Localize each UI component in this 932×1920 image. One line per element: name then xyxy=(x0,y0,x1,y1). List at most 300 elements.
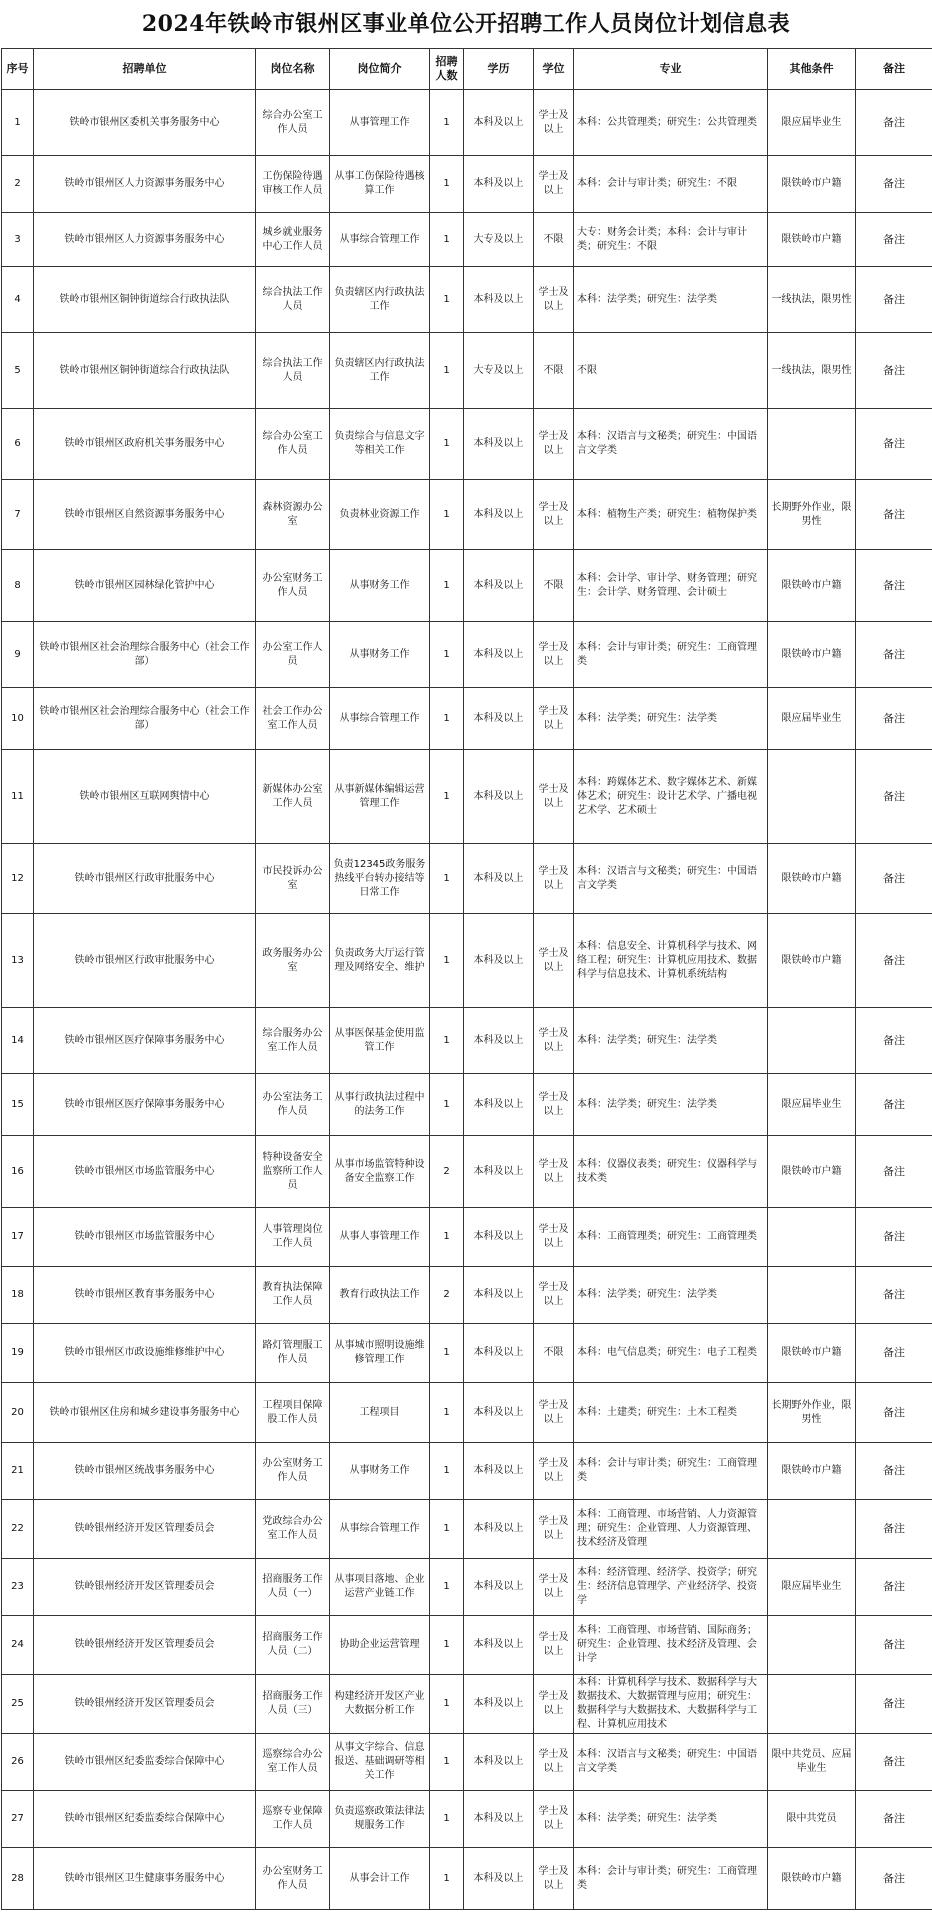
cell-note: 备注 xyxy=(856,550,932,622)
cell-note: 备注 xyxy=(856,1324,932,1383)
cell-degree: 不限 xyxy=(534,213,574,267)
cell-post-name: 办公室财务工作人员 xyxy=(256,1848,330,1910)
cell-edu: 本科及以上 xyxy=(464,1208,534,1267)
table-row xyxy=(2,1675,932,1734)
cell-unit: 铁岭市银州区市场监管服务中心 xyxy=(34,1208,256,1267)
cell-note: 备注 xyxy=(856,333,932,409)
cell-note: 备注 xyxy=(856,1074,932,1136)
cell-count: 1 xyxy=(430,844,464,914)
cell-degree: 学士及以上 xyxy=(534,688,574,750)
cell-major: 本科：会计与审计类；研究生：工商管理类 xyxy=(574,1848,768,1910)
cell-major: 本科：信息安全、计算机科学与技术、网络工程；研究生：计算机应用技术、数据科学与信息技术、计算机系统结构 xyxy=(574,914,768,1008)
cell-post-desc: 教育行政执法工作 xyxy=(330,1267,430,1324)
cell-post-desc: 从事医保基金使用监管工作 xyxy=(330,1008,430,1074)
cell-count: 1 xyxy=(430,688,464,750)
cell-post-name: 党政综合办公室工作人员 xyxy=(256,1500,330,1559)
cell-seq: 13 xyxy=(2,914,34,1008)
cell-post-desc: 从事管理工作 xyxy=(330,90,430,156)
cell-unit: 铁岭市银州区纪委监委综合保障中心 xyxy=(34,1791,256,1848)
cell-edu: 本科及以上 xyxy=(464,1383,534,1443)
cell-seq: 6 xyxy=(2,409,34,480)
table-row xyxy=(2,1791,932,1848)
cell-seq: 1 xyxy=(2,90,34,156)
cell-count: 1 xyxy=(430,914,464,1008)
cell-unit: 铁岭银州经济开发区管理委员会 xyxy=(34,1675,256,1734)
cell-unit: 铁岭市银州区纪委监委综合保障中心 xyxy=(34,1734,256,1791)
cell-seq: 2 xyxy=(2,156,34,213)
cell-other xyxy=(768,1500,856,1559)
cell-degree: 学士及以上 xyxy=(534,156,574,213)
table-row xyxy=(2,1616,932,1675)
cell-seq: 15 xyxy=(2,1074,34,1136)
cell-seq: 25 xyxy=(2,1675,34,1734)
cell-other: 限铁岭市户籍 xyxy=(768,622,856,688)
cell-major: 本科：法学类；研究生：法学类 xyxy=(574,1267,768,1324)
cell-post-desc: 从事行政执法过程中的法务工作 xyxy=(330,1074,430,1136)
cell-count: 1 xyxy=(430,1616,464,1675)
cell-degree: 学士及以上 xyxy=(534,1616,574,1675)
cell-note: 备注 xyxy=(856,844,932,914)
cell-post-name: 政务服务办公室 xyxy=(256,914,330,1008)
cell-major: 本科：计算机科学与技术、数据科学与大数据技术、大数据管理与应用；研究生：数据科学与大数据技术、大数据科学与工程、计算机应用技术 xyxy=(574,1675,768,1734)
cell-major: 本科：仪器仪表类；研究生：仪器科学与技术类 xyxy=(574,1136,768,1208)
cell-degree: 学士及以上 xyxy=(534,1734,574,1791)
table-row xyxy=(2,1443,932,1500)
cell-post-name: 招商服务工作人员（二） xyxy=(256,1616,330,1675)
cell-note: 备注 xyxy=(856,1559,932,1616)
cell-other: 限中共党员、应届毕业生 xyxy=(768,1734,856,1791)
cell-seq: 11 xyxy=(2,750,34,844)
cell-count: 1 xyxy=(430,750,464,844)
cell-edu: 本科及以上 xyxy=(464,1848,534,1910)
cell-post-name: 招商服务工作人员（三） xyxy=(256,1675,330,1734)
col-header-other: 其他条件 xyxy=(768,49,856,90)
cell-other xyxy=(768,409,856,480)
cell-post-desc: 从事新媒体编辑运营管理工作 xyxy=(330,750,430,844)
table-row xyxy=(2,267,932,333)
cell-major: 本科：经济管理、经济学、投资学；研究生：经济信息管理学、产业经济学、投资学 xyxy=(574,1559,768,1616)
table-row xyxy=(2,1074,932,1136)
cell-major: 本科：会计学、审计学、财务管理；研究生：会计学、财务管理、会计硕士 xyxy=(574,550,768,622)
cell-unit: 铁岭市银州区教育事务服务中心 xyxy=(34,1267,256,1324)
col-header-unit: 招聘单位 xyxy=(34,49,256,90)
cell-major: 本科：汉语言与文秘类；研究生：中国语言文学类 xyxy=(574,844,768,914)
cell-note: 备注 xyxy=(856,409,932,480)
cell-degree: 学士及以上 xyxy=(534,1675,574,1734)
cell-other: 限中共党员 xyxy=(768,1791,856,1848)
cell-post-desc: 工程项目 xyxy=(330,1383,430,1443)
cell-post-name: 招商服务工作人员（一） xyxy=(256,1559,330,1616)
cell-count: 1 xyxy=(430,622,464,688)
cell-post-desc: 负责政务大厅运行管理及网络安全、维护 xyxy=(330,914,430,1008)
table-row xyxy=(2,750,932,844)
cell-post-desc: 从事综合管理工作 xyxy=(330,213,430,267)
header-row xyxy=(2,49,932,90)
cell-seq: 5 xyxy=(2,333,34,409)
cell-unit: 铁岭市银州区住房和城乡建设事务服务中心 xyxy=(34,1383,256,1443)
cell-edu: 本科及以上 xyxy=(464,1074,534,1136)
cell-unit: 铁岭市银州区市政设施维修维护中心 xyxy=(34,1324,256,1383)
cell-count: 1 xyxy=(430,409,464,480)
cell-major: 本科：法学类；研究生：法学类 xyxy=(574,688,768,750)
cell-seq: 12 xyxy=(2,844,34,914)
cell-other: 限铁岭市户籍 xyxy=(768,844,856,914)
cell-post-name: 办公室工作人员 xyxy=(256,622,330,688)
cell-major: 本科：土建类；研究生：土木工程类 xyxy=(574,1383,768,1443)
cell-post-desc: 从事综合管理工作 xyxy=(330,1500,430,1559)
cell-degree: 学士及以上 xyxy=(534,1136,574,1208)
cell-note: 备注 xyxy=(856,622,932,688)
cell-other: 限铁岭市户籍 xyxy=(768,1443,856,1500)
cell-degree: 不限 xyxy=(534,1324,574,1383)
cell-note: 备注 xyxy=(856,1848,932,1910)
cell-post-desc: 从事财务工作 xyxy=(330,550,430,622)
cell-post-name: 森林资源办公室 xyxy=(256,480,330,550)
cell-degree: 学士及以上 xyxy=(534,1559,574,1616)
table-row xyxy=(2,914,932,1008)
cell-count: 2 xyxy=(430,1136,464,1208)
cell-count: 1 xyxy=(430,333,464,409)
cell-post-desc: 构建经济开发区产业大数据分析工作 xyxy=(330,1675,430,1734)
cell-major: 本科：会计与审计类；研究生：工商管理类 xyxy=(574,1443,768,1500)
cell-count: 1 xyxy=(430,1559,464,1616)
cell-edu: 本科及以上 xyxy=(464,1324,534,1383)
cell-post-desc: 负责巡察政策法律法规服务工作 xyxy=(330,1791,430,1848)
col-header-major: 专业 xyxy=(574,49,768,90)
cell-unit: 铁岭市银州区行政审批服务中心 xyxy=(34,844,256,914)
cell-other xyxy=(768,1616,856,1675)
cell-degree: 学士及以上 xyxy=(534,90,574,156)
cell-count: 2 xyxy=(430,1267,464,1324)
table-row xyxy=(2,550,932,622)
cell-edu: 本科及以上 xyxy=(464,90,534,156)
table-row xyxy=(2,1267,932,1324)
cell-note: 备注 xyxy=(856,1616,932,1675)
cell-note: 备注 xyxy=(856,1734,932,1791)
table-row xyxy=(2,409,932,480)
col-header-post-desc: 岗位简介 xyxy=(330,49,430,90)
cell-post-name: 巡察综合办公室工作人员 xyxy=(256,1734,330,1791)
cell-seq: 16 xyxy=(2,1136,34,1208)
cell-note: 备注 xyxy=(856,1208,932,1267)
cell-major: 本科：电气信息类；研究生：电子工程类 xyxy=(574,1324,768,1383)
cell-major: 本科：公共管理类；研究生：公共管理类 xyxy=(574,90,768,156)
cell-edu: 大专及以上 xyxy=(464,213,534,267)
cell-seq: 10 xyxy=(2,688,34,750)
cell-other: 长期野外作业，限男性 xyxy=(768,480,856,550)
col-header-edu: 学历 xyxy=(464,49,534,90)
cell-seq: 17 xyxy=(2,1208,34,1267)
cell-post-name: 城乡就业服务中心工作人员 xyxy=(256,213,330,267)
cell-other: 一线执法，限男性 xyxy=(768,333,856,409)
cell-count: 1 xyxy=(430,1074,464,1136)
cell-count: 1 xyxy=(430,1324,464,1383)
table-row xyxy=(2,1008,932,1074)
cell-unit: 铁岭银州经济开发区管理委员会 xyxy=(34,1616,256,1675)
cell-other: 限应届毕业生 xyxy=(768,688,856,750)
cell-other xyxy=(768,1675,856,1734)
cell-unit: 铁岭市银州区人力资源事务服务中心 xyxy=(34,213,256,267)
cell-seq: 4 xyxy=(2,267,34,333)
cell-degree: 学士及以上 xyxy=(534,1008,574,1074)
cell-count: 1 xyxy=(430,1008,464,1074)
cell-degree: 学士及以上 xyxy=(534,267,574,333)
table-row xyxy=(2,1848,932,1910)
cell-post-name: 综合服务办公室工作人员 xyxy=(256,1008,330,1074)
cell-seq: 7 xyxy=(2,480,34,550)
cell-edu: 本科及以上 xyxy=(464,1734,534,1791)
table-row xyxy=(2,1500,932,1559)
cell-major: 本科：汉语言与文秘类；研究生：中国语言文学类 xyxy=(574,409,768,480)
cell-edu: 本科及以上 xyxy=(464,1791,534,1848)
cell-degree: 学士及以上 xyxy=(534,409,574,480)
cell-unit: 铁岭银州经济开发区管理委员会 xyxy=(34,1500,256,1559)
cell-edu: 本科及以上 xyxy=(464,1443,534,1500)
cell-count: 1 xyxy=(430,1443,464,1500)
cell-major: 本科：跨媒体艺术、数字媒体艺术、新媒体艺术；研究生：设计艺术学、广播电视艺术学、艺术硕士 xyxy=(574,750,768,844)
cell-post-name: 办公室法务工作人员 xyxy=(256,1074,330,1136)
cell-edu: 本科及以上 xyxy=(464,688,534,750)
page-title: 2024年铁岭市银州区事业单位公开招聘工作人员岗位计划信息表 xyxy=(141,11,791,37)
cell-edu: 本科及以上 xyxy=(464,1008,534,1074)
cell-unit: 铁岭市银州区铜钟街道综合行政执法队 xyxy=(34,333,256,409)
cell-count: 1 xyxy=(430,1675,464,1734)
cell-major: 本科：工商管理、市场营销、人力资源管理；研究生：企业管理、人力资源管理、技术经济及管理 xyxy=(574,1500,768,1559)
cell-count: 1 xyxy=(430,1383,464,1443)
cell-post-name: 工程项目保障股工作人员 xyxy=(256,1383,330,1443)
cell-edu: 本科及以上 xyxy=(464,1616,534,1675)
table-row xyxy=(2,622,932,688)
recruitment-table xyxy=(1,48,932,1910)
cell-post-name: 新媒体办公室工作人员 xyxy=(256,750,330,844)
cell-note: 备注 xyxy=(856,1383,932,1443)
cell-note: 备注 xyxy=(856,1500,932,1559)
cell-edu: 本科及以上 xyxy=(464,1500,534,1559)
cell-degree: 学士及以上 xyxy=(534,844,574,914)
table-row xyxy=(2,1136,932,1208)
cell-unit: 铁岭市银州区社会治理综合服务中心（社会工作部） xyxy=(34,622,256,688)
cell-degree: 学士及以上 xyxy=(534,1074,574,1136)
cell-post-desc: 从事项目落地、企业运营产业链工作 xyxy=(330,1559,430,1616)
cell-other: 限铁岭市户籍 xyxy=(768,213,856,267)
cell-note: 备注 xyxy=(856,1443,932,1500)
cell-note: 备注 xyxy=(856,213,932,267)
cell-note: 备注 xyxy=(856,267,932,333)
cell-seq: 21 xyxy=(2,1443,34,1500)
cell-degree: 学士及以上 xyxy=(534,1383,574,1443)
cell-note: 备注 xyxy=(856,1136,932,1208)
cell-degree: 学士及以上 xyxy=(534,750,574,844)
cell-note: 备注 xyxy=(856,688,932,750)
cell-seq: 22 xyxy=(2,1500,34,1559)
cell-degree: 学士及以上 xyxy=(534,480,574,550)
cell-degree: 学士及以上 xyxy=(534,914,574,1008)
cell-other: 限铁岭市户籍 xyxy=(768,550,856,622)
cell-unit: 铁岭市银州区市场监管服务中心 xyxy=(34,1136,256,1208)
cell-seq: 18 xyxy=(2,1267,34,1324)
cell-other xyxy=(768,1008,856,1074)
cell-major: 本科：法学类；研究生：法学类 xyxy=(574,1008,768,1074)
cell-post-name: 综合执法工作人员 xyxy=(256,267,330,333)
cell-count: 1 xyxy=(430,1848,464,1910)
cell-edu: 本科及以上 xyxy=(464,844,534,914)
cell-seq: 28 xyxy=(2,1848,34,1910)
cell-major: 大专：财务会计类；本科：会计与审计类；研究生：不限 xyxy=(574,213,768,267)
cell-post-desc: 负责综合与信息文字等相关工作 xyxy=(330,409,430,480)
cell-post-desc: 从事人事管理工作 xyxy=(330,1208,430,1267)
cell-unit: 铁岭市银州区行政审批服务中心 xyxy=(34,914,256,1008)
cell-other: 限应届毕业生 xyxy=(768,90,856,156)
cell-note: 备注 xyxy=(856,480,932,550)
cell-other: 限铁岭市户籍 xyxy=(768,1324,856,1383)
cell-post-desc: 从事综合管理工作 xyxy=(330,688,430,750)
cell-post-desc: 从事会计工作 xyxy=(330,1848,430,1910)
table-row xyxy=(2,1559,932,1616)
cell-edu: 本科及以上 xyxy=(464,1136,534,1208)
cell-other: 限应届毕业生 xyxy=(768,1074,856,1136)
cell-count: 1 xyxy=(430,1208,464,1267)
cell-other: 长期野外作业，限男性 xyxy=(768,1383,856,1443)
cell-major: 本科：工商管理类；研究生：工商管理类 xyxy=(574,1208,768,1267)
cell-post-name: 市民投诉办公室 xyxy=(256,844,330,914)
cell-note: 备注 xyxy=(856,1791,932,1848)
cell-degree: 学士及以上 xyxy=(534,1443,574,1500)
cell-degree: 学士及以上 xyxy=(534,1267,574,1324)
cell-edu: 本科及以上 xyxy=(464,267,534,333)
cell-seq: 26 xyxy=(2,1734,34,1791)
col-header-seq: 序号 xyxy=(2,49,34,90)
cell-post-name: 综合执法工作人员 xyxy=(256,333,330,409)
table-row xyxy=(2,213,932,267)
cell-edu: 本科及以上 xyxy=(464,480,534,550)
cell-edu: 本科及以上 xyxy=(464,409,534,480)
cell-post-name: 教育执法保障工作人员 xyxy=(256,1267,330,1324)
cell-major: 本科：工商管理、市场营销、国际商务；研究生：企业管理、技术经济及管理、会计学 xyxy=(574,1616,768,1675)
cell-post-desc: 负责辖区内行政执法工作 xyxy=(330,333,430,409)
cell-unit: 铁岭市银州区社会治理综合服务中心（社会工作部） xyxy=(34,688,256,750)
cell-degree: 不限 xyxy=(534,550,574,622)
cell-post-name: 社会工作办公室工作人员 xyxy=(256,688,330,750)
cell-degree: 学士及以上 xyxy=(534,1848,574,1910)
cell-post-desc: 协助企业运营管理 xyxy=(330,1616,430,1675)
cell-count: 1 xyxy=(430,1500,464,1559)
cell-major: 本科：会计与审计类；研究生：不限 xyxy=(574,156,768,213)
col-header-post-name: 岗位名称 xyxy=(256,49,330,90)
cell-major: 本科：会计与审计类；研究生：工商管理类 xyxy=(574,622,768,688)
table-row xyxy=(2,480,932,550)
col-header-degree: 学位 xyxy=(534,49,574,90)
cell-post-name: 人事管理岗位工作人员 xyxy=(256,1208,330,1267)
cell-unit: 铁岭市银州区统战事务服务中心 xyxy=(34,1443,256,1500)
cell-seq: 20 xyxy=(2,1383,34,1443)
cell-edu: 本科及以上 xyxy=(464,1675,534,1734)
table-row xyxy=(2,90,932,156)
cell-seq: 14 xyxy=(2,1008,34,1074)
cell-major: 本科：法学类；研究生：法学类 xyxy=(574,267,768,333)
cell-degree: 学士及以上 xyxy=(534,1208,574,1267)
cell-unit: 铁岭银州经济开发区管理委员会 xyxy=(34,1559,256,1616)
cell-unit: 铁岭市银州区卫生健康事务服务中心 xyxy=(34,1848,256,1910)
table-row xyxy=(2,333,932,409)
cell-unit: 铁岭市银州区医疗保障事务服务中心 xyxy=(34,1074,256,1136)
cell-post-name: 特种设备安全监察所工作人员 xyxy=(256,1136,330,1208)
cell-seq: 19 xyxy=(2,1324,34,1383)
cell-count: 1 xyxy=(430,480,464,550)
cell-seq: 9 xyxy=(2,622,34,688)
cell-unit: 铁岭市银州区医疗保障事务服务中心 xyxy=(34,1008,256,1074)
cell-post-name: 办公室财务工作人员 xyxy=(256,550,330,622)
cell-other xyxy=(768,1208,856,1267)
cell-post-desc: 负责林业资源工作 xyxy=(330,480,430,550)
table-row xyxy=(2,1734,932,1791)
cell-seq: 23 xyxy=(2,1559,34,1616)
cell-note: 备注 xyxy=(856,156,932,213)
cell-major: 本科：植物生产类；研究生：植物保护类 xyxy=(574,480,768,550)
cell-unit: 铁岭市银州区政府机关事务服务中心 xyxy=(34,409,256,480)
cell-count: 1 xyxy=(430,213,464,267)
cell-post-desc: 从事市场监管特种设备安全监察工作 xyxy=(330,1136,430,1208)
table-row xyxy=(2,1208,932,1267)
cell-major: 不限 xyxy=(574,333,768,409)
cell-post-name: 路灯管理服工作人员 xyxy=(256,1324,330,1383)
cell-post-desc: 从事文字综合、信息报送、基础调研等相关工作 xyxy=(330,1734,430,1791)
cell-note: 备注 xyxy=(856,1008,932,1074)
cell-edu: 本科及以上 xyxy=(464,550,534,622)
cell-degree: 学士及以上 xyxy=(534,1500,574,1559)
cell-note: 备注 xyxy=(856,914,932,1008)
cell-post-desc: 从事财务工作 xyxy=(330,622,430,688)
table-body xyxy=(2,90,932,1910)
table-row xyxy=(2,1324,932,1383)
cell-note: 备注 xyxy=(856,750,932,844)
col-header-note: 备注 xyxy=(856,49,932,90)
cell-unit: 铁岭市银州区委机关事务服务中心 xyxy=(34,90,256,156)
cell-count: 1 xyxy=(430,550,464,622)
cell-post-desc: 负责辖区内行政执法工作 xyxy=(330,267,430,333)
cell-other xyxy=(768,1267,856,1324)
col-header-count: 招聘人数 xyxy=(430,49,464,90)
cell-post-name: 综合办公室工作人员 xyxy=(256,90,330,156)
cell-major: 本科：汉语言与文秘类；研究生：中国语言文学类 xyxy=(574,1734,768,1791)
cell-count: 1 xyxy=(430,1734,464,1791)
cell-note: 备注 xyxy=(856,90,932,156)
table-row xyxy=(2,1383,932,1443)
cell-edu: 大专及以上 xyxy=(464,333,534,409)
cell-other: 限铁岭市户籍 xyxy=(768,1848,856,1910)
cell-degree: 学士及以上 xyxy=(534,622,574,688)
table-row xyxy=(2,844,932,914)
cell-major: 本科：法学类；研究生：法学类 xyxy=(574,1791,768,1848)
cell-seq: 8 xyxy=(2,550,34,622)
cell-unit: 铁岭市银州区铜钟街道综合行政执法队 xyxy=(34,267,256,333)
cell-unit: 铁岭市银州区园林绿化管护中心 xyxy=(34,550,256,622)
cell-count: 1 xyxy=(430,156,464,213)
cell-post-name: 巡察专业保障工作人员 xyxy=(256,1791,330,1848)
cell-post-name: 综合办公室工作人员 xyxy=(256,409,330,480)
table-row xyxy=(2,688,932,750)
cell-other xyxy=(768,750,856,844)
cell-other: 限铁岭市户籍 xyxy=(768,914,856,1008)
cell-degree: 不限 xyxy=(534,333,574,409)
cell-post-name: 工伤保险待遇审核工作人员 xyxy=(256,156,330,213)
cell-count: 1 xyxy=(430,267,464,333)
cell-post-name: 办公室财务工作人员 xyxy=(256,1443,330,1500)
cell-post-desc: 从事城市照明设施维修管理工作 xyxy=(330,1324,430,1383)
cell-note: 备注 xyxy=(856,1267,932,1324)
cell-seq: 3 xyxy=(2,213,34,267)
cell-degree: 学士及以上 xyxy=(534,1791,574,1848)
cell-note: 备注 xyxy=(856,1675,932,1734)
